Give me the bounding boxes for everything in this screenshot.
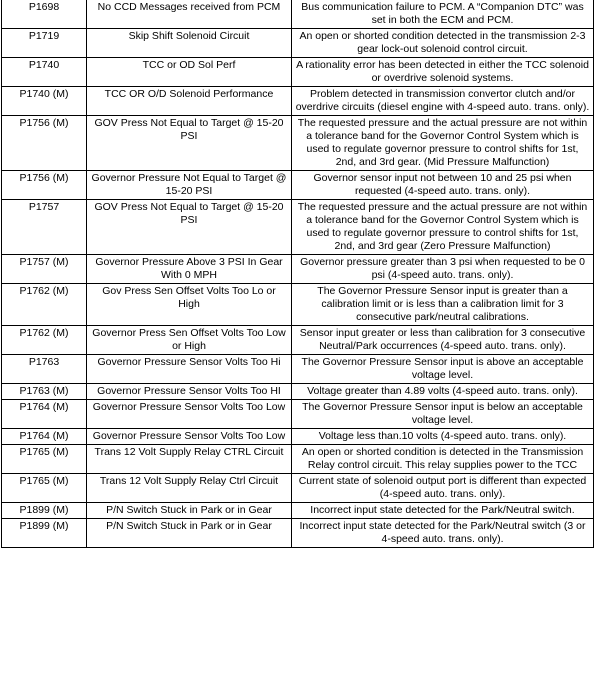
dtc-code: P1757 [2,200,87,255]
dtc-description: The requested pressure and the actual pressure are not within a tolerance band for the Governor Control System which is used to regulate governor pressure to control shifts for 1st, 2nd, and 3rd gear (Zero Pressure Malfunction) [292,200,594,255]
dtc-code: P1764 (M) [2,429,87,445]
dtc-code: P1756 (M) [2,171,87,200]
dtc-code: P1762 (M) [2,284,87,326]
dtc-name: GOV Press Not Equal to Target @ 15-20 PSI [87,116,292,171]
table-row [2,400,594,429]
dtc-code: P1757 (M) [2,255,87,284]
dtc-table [1,0,594,548]
dtc-name: TCC or OD Sol Perf [87,58,292,87]
table-row [2,116,594,171]
dtc-code: P1764 (M) [2,400,87,429]
dtc-name: Governor Pressure Sensor Volts Too Hi [87,355,292,384]
dtc-code: P1698 [2,0,87,29]
table-row [2,429,594,445]
table-row [2,58,594,87]
dtc-description: Problem detected in transmission convertor clutch and/or overdrive circuits (diesel engine with 4-speed auto. trans. only). [292,87,594,116]
table-row [2,355,594,384]
dtc-description: Sensor input greater or less than calibration for 3 consecutive Neutral/Park occurrences (4-speed auto. trans. only). [292,326,594,355]
dtc-description: The Governor Pressure Sensor input is above an acceptable voltage level. [292,355,594,384]
dtc-name: No CCD Messages received from PCM [87,0,292,29]
dtc-code: P1762 (M) [2,326,87,355]
dtc-name: P/N Switch Stuck in Park or in Gear [87,519,292,548]
table-row [2,384,594,400]
dtc-description: Incorrect input state detected for the Park/Neutral switch (3 or 4-speed auto. trans. only). [292,519,594,548]
table-row [2,255,594,284]
table-row [2,284,594,326]
dtc-code: P1763 [2,355,87,384]
dtc-description: The requested pressure and the actual pressure are not within a tolerance band for the Governor Control System which is used to regulate governor pressure to control shifts for 1st, 2nd, and 3rd gear. (Mid Pressure Malfunction) [292,116,594,171]
table-row [2,171,594,200]
dtc-name: Governor Pressure Sensor Volts Too HI [87,384,292,400]
table-row [2,503,594,519]
dtc-name: Governor Press Sen Offset Volts Too Low or High [87,326,292,355]
dtc-code: P1765 (M) [2,445,87,474]
dtc-description: An open or shorted condition is detected in the Transmission Relay control circuit. This relay supplies power to the TCC [292,445,594,474]
dtc-name: Governor Pressure Above 3 PSI In Gear With 0 MPH [87,255,292,284]
dtc-name: Governor Pressure Sensor Volts Too Low [87,400,292,429]
dtc-name: Trans 12 Volt Supply Relay CTRL Circuit [87,445,292,474]
dtc-name: P/N Switch Stuck in Park or in Gear [87,503,292,519]
dtc-code: P1763 (M) [2,384,87,400]
dtc-description: Current state of solenoid output port is different than expected (4-speed auto. trans. only). [292,474,594,503]
dtc-name: TCC OR O/D Solenoid Performance [87,87,292,116]
table-row [2,0,594,29]
dtc-description: The Governor Pressure Sensor input is greater than a calibration limit or is less than a calibration limit for 3 consecutive park/neutral calibrations. [292,284,594,326]
dtc-description: The Governor Pressure Sensor input is below an acceptable voltage level. [292,400,594,429]
dtc-name: Governor Pressure Sensor Volts Too Low [87,429,292,445]
table-row [2,326,594,355]
table-row [2,445,594,474]
dtc-description: A rationality error has been detected in either the TCC solenoid or overdrive solenoid systems. [292,58,594,87]
dtc-description: Voltage greater than 4.89 volts (4-speed auto. trans. only). [292,384,594,400]
dtc-name: Trans 12 Volt Supply Relay Ctrl Circuit [87,474,292,503]
dtc-code: P1756 (M) [2,116,87,171]
dtc-code: P1899 (M) [2,503,87,519]
dtc-table-body [2,0,594,548]
dtc-description: Incorrect input state detected for the Park/Neutral switch. [292,503,594,519]
dtc-code: P1719 [2,29,87,58]
dtc-description: Bus communication failure to PCM. A “Companion DTC” was set in both the ECM and PCM. [292,0,594,29]
dtc-name: Gov Press Sen Offset Volts Too Lo or High [87,284,292,326]
dtc-description: Governor sensor input not between 10 and 25 psi when requested (4-speed auto. trans. only). [292,171,594,200]
dtc-description: Voltage less than.10 volts (4-speed auto. trans. only). [292,429,594,445]
dtc-name: Governor Pressure Not Equal to Target @ 15-20 PSI [87,171,292,200]
dtc-description: An open or shorted condition detected in the transmission 2-3 gear lock-out solenoid control circuit. [292,29,594,58]
table-row [2,29,594,58]
dtc-code: P1899 (M) [2,519,87,548]
dtc-code: P1765 (M) [2,474,87,503]
table-row [2,87,594,116]
table-row [2,474,594,503]
dtc-name: GOV Press Not Equal to Target @ 15-20 PSI [87,200,292,255]
dtc-code: P1740 [2,58,87,87]
table-row [2,519,594,548]
dtc-name: Skip Shift Solenoid Circuit [87,29,292,58]
dtc-description: Governor pressure greater than 3 psi when requested to be 0 psi (4-speed auto. trans. only). [292,255,594,284]
table-row [2,200,594,255]
dtc-code: P1740 (M) [2,87,87,116]
